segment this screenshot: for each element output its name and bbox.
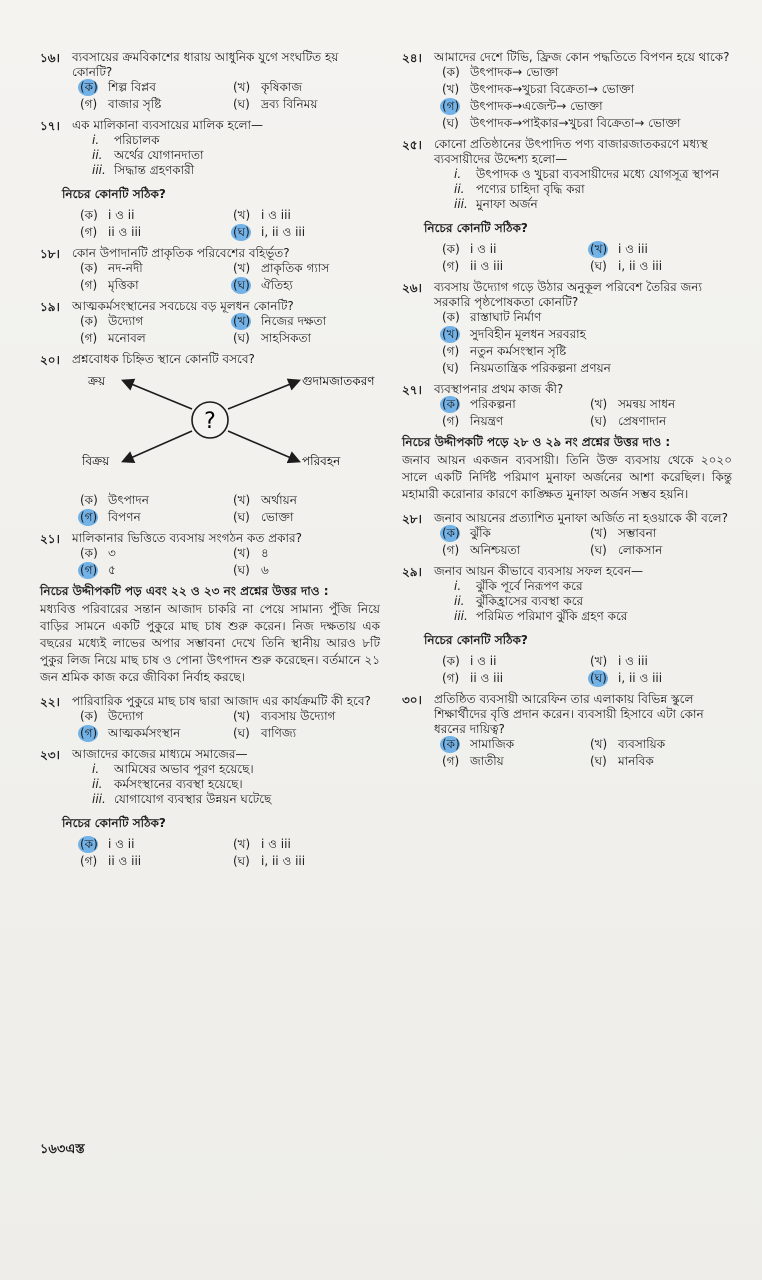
question-text: এক মালিকানা ব্যবসায়ের মালিক হলো— (72, 118, 264, 132)
statement: ii. ঝুঁকিহ্রাসের ব্যবস্থা করে (454, 594, 584, 608)
options (442, 654, 732, 686)
diagram-top-right-label: গুদামজাতকরণ (302, 374, 375, 388)
question-text: কোনো প্রতিষ্ঠানের উৎপাদিত পণ্য বাজারজাতকরণে মধ্যস্থ ব্যবসায়ীদের উদ্দেশ্য হলো— (434, 137, 708, 166)
option[interactable]: (গ) অনিশ্চয়তা (442, 543, 521, 557)
options (442, 310, 732, 376)
question-number: ১৬। (40, 51, 60, 65)
option[interactable]: (খ) i ও iii (590, 242, 648, 256)
option[interactable]: (ঘ) i, ii ও iii (233, 225, 306, 239)
question-text: ব্যবস্থাপনার প্রথম কাজ কী? (434, 382, 564, 396)
statement: ii. কর্মসংস্থানের ব্যবস্থা হয়েছে। (92, 777, 243, 791)
ask-text: নিচের কোনটি সঠিক? (62, 187, 166, 201)
question-18 (40, 246, 380, 293)
question-text: কোন উপাদানটি প্রাকৃতিক পরিবেশের বহির্ভূত? (72, 246, 290, 260)
option[interactable]: (খ) ব্যবসায় উদ্যোগ (233, 709, 336, 723)
question-number: ৩০। (402, 693, 422, 707)
options (80, 546, 380, 578)
question-25 (402, 137, 732, 274)
option[interactable]: (ক) i ও ii (80, 837, 135, 851)
option[interactable]: (ঘ) নিয়মতান্ত্রিক পরিকল্পনা প্রণয়ন (442, 361, 611, 375)
options (442, 737, 732, 769)
option[interactable]: (ঘ) দ্রব্য বিনিময় (233, 97, 318, 111)
option[interactable]: (গ) মৃত্তিকা (80, 278, 139, 292)
statement: iii. সিদ্ধান্ত গ্রহণকারী (92, 163, 195, 177)
question-number: ২৪। (402, 51, 422, 65)
question-text: আমাদের দেশে টিভি, ফ্রিজ কোন পদ্ধতিতে বিপণন হয়ে থাকে? (434, 50, 730, 64)
option[interactable]: (খ) i ও iii (233, 208, 291, 222)
options (80, 261, 380, 293)
question-23 (40, 747, 380, 869)
option[interactable]: (গ) ii ও iii (442, 671, 504, 685)
option[interactable]: (গ) ii ও iii (442, 259, 504, 273)
option[interactable]: (ক) i ও ii (80, 208, 135, 222)
question-number: ২২। (40, 695, 60, 709)
question-text: পারিবারিক পুকুরে মাছ চাষ দ্বারা আজাদ এর কার্যক্রমটি কী হবে? (72, 694, 371, 708)
question-29 (402, 564, 732, 686)
question-text: মালিকানার ভিত্তিতে ব্যবসায় সংগঠন কত প্রকার? (72, 531, 302, 545)
option[interactable]: (ঘ) ঐতিহ্য (233, 278, 293, 292)
statement: ii. পণ্যের চাহিদা বৃদ্ধি করা (454, 182, 585, 196)
question-number: ২৯। (402, 565, 422, 579)
option[interactable]: (খ) সুদবিহীন মূলধন সরবরাহ (442, 327, 586, 341)
question-number: ২০। (40, 353, 60, 367)
option[interactable]: (ঘ) লোকসান (590, 543, 663, 557)
option[interactable]: (ঘ) ৬ (233, 563, 269, 577)
question-number: ২৬। (402, 281, 422, 295)
option[interactable]: (ক) নদ-নদী (80, 261, 143, 275)
statement: iii. পরিমিত পরিমাণ ঝুঁকি গ্রহণ করে (454, 609, 628, 623)
passage-heading: নিচের উদ্দীপকটি পড়ে ২৮ ও ২৯ নং প্রশ্নের উত্তর দাও : (402, 435, 671, 449)
question-number: ১৭। (40, 119, 60, 133)
diagram-bottom-left-label: বিক্রয় (82, 454, 110, 467)
diagram-bottom-right-label: পরিবহন (302, 454, 341, 467)
statements (92, 762, 380, 807)
option[interactable]: (গ) জাতীয় (442, 754, 504, 768)
options (80, 493, 380, 525)
option[interactable]: (খ) ৪ (233, 546, 269, 560)
question-number: ২৩। (40, 748, 60, 762)
statement: i. আমিষের অভাব পূরণ হয়েছে। (92, 762, 254, 776)
option[interactable]: (খ) নিজের দক্ষতা (233, 314, 327, 328)
options (80, 709, 380, 741)
option[interactable]: (ঘ) সাহসিকতা (233, 331, 311, 345)
question-number: ২১। (40, 532, 60, 546)
ask-text: নিচের কোনটি সঠিক? (62, 816, 166, 830)
question-text: জনাব আয়নের প্রত্যাশিত মুনাফা অর্জিত না হওয়াকে কী বলে? (434, 511, 728, 525)
statement: ii. অর্থের যোগানদাতা (92, 148, 204, 162)
option[interactable]: (খ) অর্থায়ন (233, 493, 297, 507)
option[interactable]: (গ) উৎপাদক→এজেন্ট→ ভোক্তা (442, 99, 603, 113)
option[interactable]: (খ) কৃষিকাজ (233, 80, 303, 94)
option[interactable]: (গ) ii ও iii (80, 225, 142, 239)
statements (454, 167, 732, 212)
passage-heading: নিচের উদ্দীপকটি পড় এবং ২২ ও ২৩ নং প্রশ্নের উত্তর দাও : (40, 584, 329, 598)
option[interactable]: (ক) i ও ii (442, 654, 497, 668)
question-26 (402, 280, 732, 376)
question-text: আত্মকর্মসংস্থানের সবচেয়ে বড় মূলধন কোনটি? (72, 299, 294, 313)
option[interactable]: (গ) মনোবল (80, 331, 146, 345)
statement: i. পরিচালক (92, 133, 160, 147)
option[interactable]: (খ) i ও iii (590, 654, 648, 668)
option[interactable]: (ক) উৎপাদক→ ভোক্তা (442, 65, 559, 79)
question-text: ব্যবসায়ের ক্রমবিকাশের ধারায় আধুনিক যুগে সংঘটিত হয় কোনটি? (72, 50, 339, 79)
statement: i. উৎপাদক ও খুচরা ব্যবসায়ীদের মধ্যে যোগসূত্র স্থাপন (454, 167, 720, 181)
options (80, 208, 380, 240)
question-16 (40, 50, 380, 112)
question-28 (402, 511, 732, 558)
option[interactable]: (খ) ব্যবসায়িক (590, 737, 666, 751)
stimulus-passage: জনাব আয়ন একজন ব্যবসায়ী। তিনি উক্ত ব্যবসায় থেকে ২০২০ সালে একটি নির্দিষ্ট পরিমাণ মুনাফা অর্জনের আশা করেছিল। কিন্তু মহামারী করোনার কারণে কাঙ্ক্ষিত মুনাফা অর্জন সম্ভব হয়নি। (402, 453, 732, 501)
question-number: ১৯। (40, 300, 60, 314)
question-17 (40, 118, 380, 240)
statement: iii. মুনাফা অর্জন (454, 197, 538, 211)
option[interactable]: (ক) ঝুঁকি (442, 526, 491, 540)
diagram-center-label: ? (204, 409, 216, 434)
options (80, 314, 380, 346)
option[interactable]: (গ) বাজার সৃষ্টি (80, 97, 162, 111)
question-19 (40, 299, 380, 346)
right-column (402, 50, 732, 775)
option[interactable]: (গ) ii ও iii (80, 854, 142, 868)
question-text: প্রতিষ্ঠিত ব্যবসায়ী আরেফিন তার এলাকায় বিভিন্ন স্কুলে শিক্ষার্থীদের বৃত্তি প্রদান করেন। ব্যবসায়ী হিসাবে এটা কোন ধরনের দায়িত্ব? (434, 692, 704, 736)
statements (454, 579, 732, 624)
options (442, 397, 732, 429)
option[interactable]: (ক) পরিকল্পনা (442, 397, 516, 411)
option[interactable]: (খ) সমন্বয় সাধন (590, 397, 676, 411)
option[interactable]: (ঘ) i, ii ও iii (590, 671, 663, 685)
option[interactable]: (খ) প্রাকৃতিক গ্যাস (233, 261, 330, 275)
option[interactable]: (ক) সামাজিক (442, 737, 515, 751)
option[interactable]: (গ) নিয়ন্ত্রণ (442, 414, 504, 428)
question-number: ২৫। (402, 138, 422, 152)
option[interactable]: (ক) উদ্যোগ (80, 314, 144, 328)
question-21 (40, 531, 380, 578)
option[interactable]: (গ) আত্মকর্মসংস্থান (80, 726, 181, 740)
page-code: ১৬৩এস্ত (40, 1142, 85, 1157)
options (80, 80, 380, 112)
option[interactable]: (খ) i ও iii (233, 837, 291, 851)
option[interactable]: (ঘ) মানবিক (590, 754, 654, 768)
option[interactable]: (ঘ) বাণিজ্য (233, 726, 297, 740)
option[interactable]: (ক) রাস্তাঘাট নির্মাণ (442, 310, 542, 324)
option[interactable]: (খ) সম্ভাবনা (590, 526, 657, 540)
diagram-arrows (40, 371, 380, 467)
option[interactable]: (গ) নতুন কর্মসংস্থান সৃষ্টি (442, 344, 567, 358)
option[interactable]: (ঘ) প্রেষণাদান (590, 414, 667, 428)
statement: iii. যোগাযোগ ব্যবস্থার উন্নয়ন ঘটেছে (92, 792, 272, 806)
option[interactable]: (গ) বিপণন (80, 510, 141, 524)
question-22 (40, 694, 380, 741)
options (80, 837, 380, 869)
ask-text: নিচের কোনটি সঠিক? (424, 221, 528, 235)
question-text: প্রশ্নবোধক চিহ্নিত স্থানে কোনটি বসবে? (72, 352, 255, 366)
process-diagram (40, 371, 380, 491)
question-text: আজাদের কাজের মাধ্যমে সমাজের— (72, 747, 248, 761)
option[interactable]: (ক) i ও ii (442, 242, 497, 256)
question-number: ২৭। (402, 383, 422, 397)
question-text: ব্যবসায় উদ্যোগ গড়ে উঠার অনুকূল পরিবেশ তৈরির জন্য সরকারি পৃষ্ঠপোষকতা কোনটি? (434, 280, 702, 309)
question-number: ২৮। (402, 512, 422, 526)
question-24 (402, 50, 732, 131)
question-27 (402, 382, 732, 429)
statement: i. ঝুঁকি পূর্বে নিরূপণ করে (454, 579, 583, 593)
ask-text: নিচের কোনটি সঠিক? (424, 633, 528, 647)
option[interactable]: (ঘ) i, ii ও iii (233, 854, 306, 868)
stimulus-passage: মধ্যবিত্ত পরিবারের সন্তান আজাদ চাকরি না পেয়ে সামান্য পুঁজি নিয়ে বাড়ির সামনে একটি পুকুরে মাছ চাষ শুরু করেন। নিজ দক্ষতায় এক বছরের মধ্যেই লাভের অপার সম্ভাবনা দেখে তিনি স্থানীয় আরও ৮টি পুকুর লিজ নিয়ে মাছ চাষ ও পোনা উৎপাদন শুরু করেছেন। বর্তমানে ২১ জন শ্রমিক কাজ করে জীবিকা নির্বাহ করছে। (40, 602, 380, 684)
option[interactable]: (ক) উৎপাদন (80, 493, 149, 507)
diagram-top-left-label: ক্রয় (88, 374, 106, 388)
left-column (40, 50, 380, 875)
options (442, 526, 732, 558)
option[interactable]: (ঘ) উৎপাদক→পাইকার→খুচরা বিক্রেতা→ ভোক্তা (442, 116, 681, 130)
options (442, 65, 732, 131)
option[interactable]: (ঘ) i, ii ও iii (590, 259, 663, 273)
question-text: জনাব আয়ন কীভাবে ব্যবসায় সফল হবেন— (434, 564, 644, 578)
option[interactable]: (গ) ৫ (80, 563, 116, 577)
option[interactable]: (ক) উদ্যোগ (80, 709, 144, 723)
question-20 (40, 352, 380, 525)
options (442, 242, 732, 274)
option[interactable]: (ক) শিল্প বিপ্লব (80, 80, 156, 94)
question-30 (402, 692, 732, 769)
option[interactable]: (খ) উৎপাদক→খুচরা বিক্রেতা→ ভোক্তা (442, 82, 635, 96)
option[interactable]: (ক) ৩ (80, 546, 116, 560)
statements (92, 133, 380, 178)
question-number: ১৮। (40, 247, 60, 261)
option[interactable]: (ঘ) ভোক্তা (233, 510, 294, 524)
